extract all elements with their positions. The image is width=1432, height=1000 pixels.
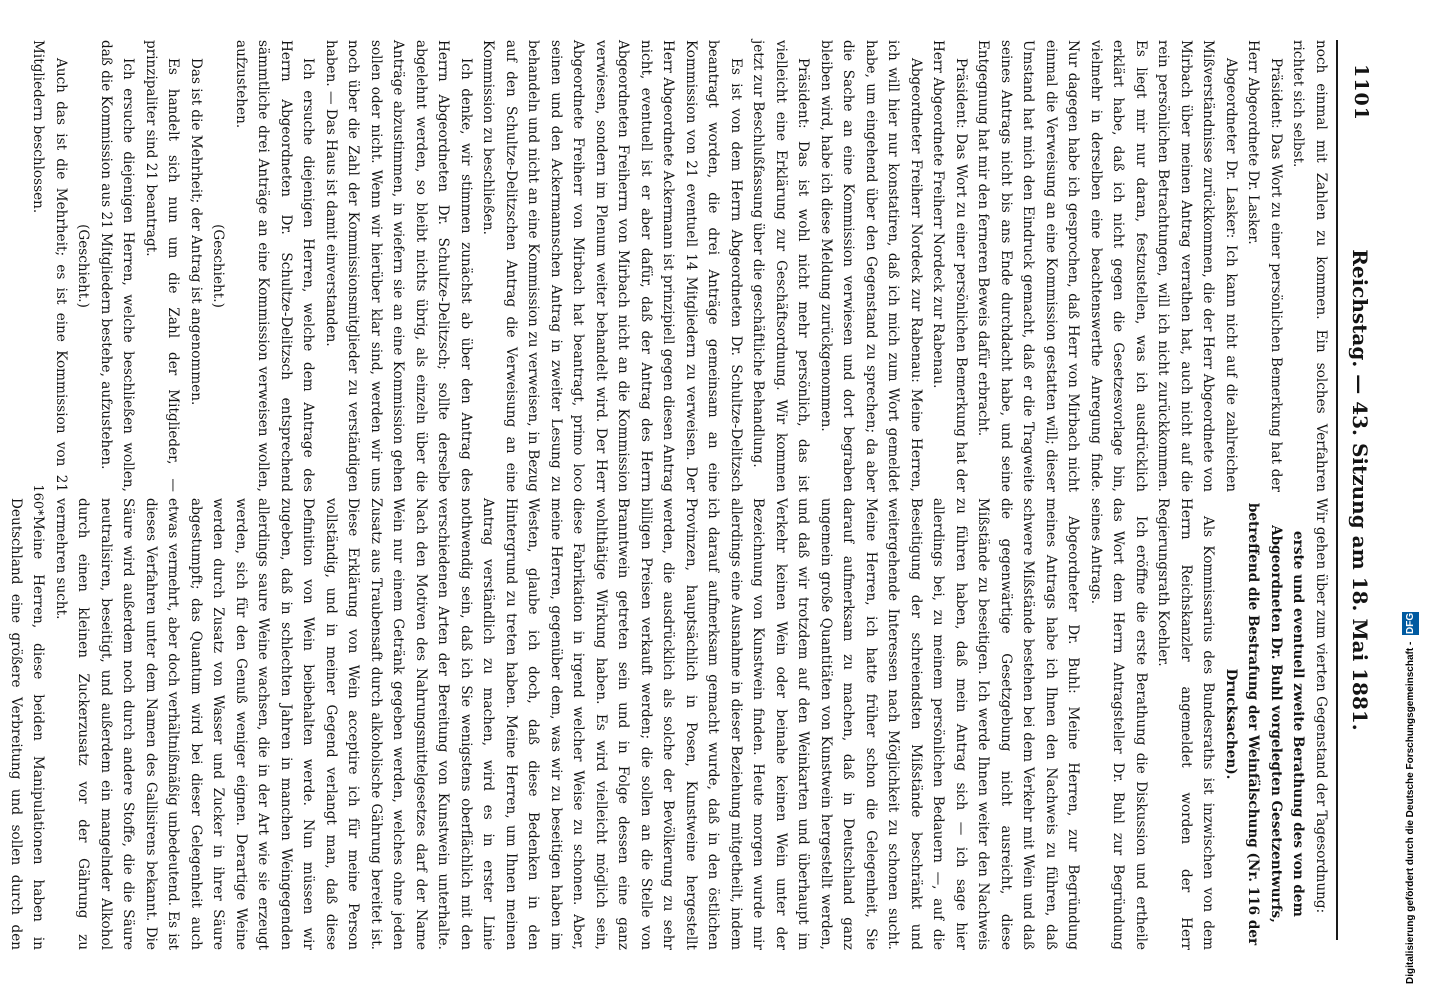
- speech-paragraph: Abgeordneter Freiherr Nordeck zur Rabenau: Meine Herren, ich will hier nur konstatiren, daß ich mich zum Wort gemeldet habe, um eingehend über den Gegenstand zu sprechen; da aber die Sache an eine Kommission verwiesen und dort begraben bleiben wird, habe ich diese Meldung zurückgenommen.: [818, 40, 924, 492]
- speech-paragraph: Es ist von dem Herrn Abgeordneten Dr. Schultze-Delitzsch beantragt worden, die drei Anträge gemeinsam an eine Kommission von 21 eventuell 14 Mitgliedern zu verweisen. Der Herr Abgeordnete Ackermann ist prinzipiell gegen diesen Antrag nicht, eventuell ist er aber dafür, daß der Antrag des Herrn Abgeordneten Freiherrn von Mirbach nicht an die Kommission verwiesen, sondern im Plenum weiter behandelt wird. Der Herr Abgeordnete Freiherr von Mirbach hat beantragt, primo loco seinen und den Ackermannschen Antrag in zweiter Lesung zu behandeln und nicht an eine Kommission zu verweisen, in Bezug auf den Schultze-Delitzschen Antrag die Verweisung an eine Kommission zu beschließen.: [480, 40, 744, 492]
- running-head: Reichstag. — 43. Sitzung am 18. Mai 1881.: [1348, 249, 1372, 731]
- speech-paragraph: Das ist die Mehrheit; der Antrag ist angenommen.: [188, 58, 204, 406]
- speech-paragraph: Meine Herren, diese beiden Manipulationen haben in Deutschland eine größere Verbreitung und sollen durch den: [8, 498, 47, 950]
- speech-paragraph: Ich ersuche diejenigen Herren, welche dem Antrage des Herrn Abgeordneten Dr. Schultze-Delitzsch entsprechend sämmtliche drei Anträge an eine Kommission verweisen wollen, aufzustehen.: [233, 40, 317, 492]
- paragraph: Als Kommissarius des Bundesraths ist inzwischen von dem Herrn Reichskanzler angemeldet worden der Herr Regierungsrath Koehler.: [1155, 498, 1217, 950]
- speech-paragraph: Ich ersuche diejenigen Herren, welche beschließen wollen, daß die Kommission aus 21 Mitgliedern bestehe, aufzustehen.: [98, 40, 137, 492]
- speech-paragraph: Präsident: Das Wort zu einer persönlichen Bemerkung hat der Herr Abgeordnete Freiherr Nordeck zur Rabenau.: [930, 40, 969, 492]
- signature-mark: 160*: [30, 484, 45, 516]
- speech-paragraph: Es handelt sich nun um die Zahl der Mitglieder, — prinzipaliter sind 21 beantragt.: [143, 40, 182, 492]
- speech-paragraph: Präsident: Das ist wohl nicht mehr persönlich, das ist vielleicht eine Erklärung zur Geschäftsordnung. Wir kommen jetzt zur Beschlußfassung über die geschäftliche Behandlung.: [750, 40, 812, 492]
- paragraph: Ich eröffne die erste Berathung die Diskussion und ertheile das Wort dem Herrn Antragsteller Dr. Buhl zur Begründung seines Antrags.: [1088, 498, 1149, 950]
- page-number: 1101: [1350, 64, 1372, 121]
- speech-paragraph: Auch das ist die Mehrheit; es ist eine Kommission von 21 Mitgliedern beschlossen.: [30, 40, 69, 492]
- speech-paragraph: Ich denke, wir stimmen zunächst ab über den Antrag des Herrn Abgeordneten Dr. Schultze-Delitzsch; sollte derselbe abgelehnt werden, so bleibt nichts übrig, als einzeln über die Anträge abzustimmen, in wiefern sie an eine Kommission gehen sollen oder nicht. Wenn wir hierüber klar sind, werden wir uns noch über die Zahl der Kommissionsmitglieder zu verständigen haben. — Das Haus ist damit einverstanden.: [323, 40, 474, 492]
- speech-paragraph: Präsident: Das Wort zu einer persönlichen Bemerkung hat der Herr Abgeordnete Dr. Lasker.: [1245, 40, 1284, 492]
- page-header: [1336, 40, 1378, 940]
- dfg-attribution: [1402, 16, 1424, 984]
- dfg-logo: DFG: [1402, 612, 1419, 635]
- paragraph: noch einmal mit Zahlen zu kommen. Ein solches Verfahren richtet sich selbst.: [1290, 40, 1329, 492]
- stage-direction: (Geschieht.): [210, 224, 227, 308]
- speech-paragraph: Abgeordneter Dr. Buhl: Meine Herren, zur Begründung meines Antrags habe ich Ihnen den Nachweis zu führen, daß schwere Mißstände bestehen bei dem Verkehr mit Wein und daß die gegenwärtige Gesetzgebung nicht ausreicht, diese Mißstände zu beseitigen. Ich werde Ihnen weiter den Nachweis zu führen haben, daß mein Antrag sich — ich sage hier allerdings bei, zu meinem persönlichen Bedauern —, auf die Beseitigung der schreiendsten Mißstände beschränkt und weitergehende Interessen nach Möglichkeit zu schonen sucht. Meine Herren, ich hatte früher schon die Gelegenheit, Sie darauf aufmerksam zu machen, daß in Deutschland ganz ungemein große Quantitäten von Kunstwein hergestellt werden, und daß wir trotzdem auf den Weinkarten und überhaupt im Verkehr keinen Wein oder beinahe keinen Wein unter der Bezeichnung von Kunstwein finden. Heute morgen wurde mir allerdings eine Ausnahme in dieser Beziehung mitgetheilt, indem ich darauf aufmerksam gemacht wurde, daß in den östlichen Provinzen, hauptsächlich in Posen, Kunstweine hergestellt werden, die ausdrücklich als solche der Bevölkerung zu sehr billigen Preisen verkauft werden; die sollen an die Stelle von Branntwein getreten sein und in Folge dessen eine ganz wohlthätige Wirkung haben. Es wird vielleicht möglich sein, diese Fabrikation in irgend welcher Weise zu schonen. Aber, meine Herren, gegenüber dem, was wir zu beseitigen haben im Westen, glaube ich doch, daß diese Bedenken in den Hintergrund zu treten haben. Meine Herren, um Ihnen meinen Antrag verständlich zu machen, wird es in erster Linie nothwendig sein, daß ich Sie wenigstens oberflächlich mit den verschiedenen Arten der Bereitung von Kunstwein unterhalte. Nach den Motiven des Nahrungsmittelgesetzes darf der Name Wein nur einem Getränk gegeben werden, welches ohne jeden Zusatz aus Traubensaft durch alkoholische Gährung bereitet ist. Diese Erklärung von Wein acceptire ich für meine Person vollständig, und in meiner Gegend verlangt man, daß diese Definition von Wein beibehalten werde. Nun müssen wir zugeben, daß in schlechten Jahren in manchen Weingegenden allerdings saure Weine wachsen, die in der Art wie sie erzeugt werden, sich für den Genuß weniger eignen. Derartige Weine werden durch Zusatz von Wasser und Zucker in ihrer Säure abgestumpft; das Quantum wird bei dieser Gelegenheit auch etwas vermehrt, aber doch verhältnißmäßig unbedeutend. Es ist dieses Verfahren unter dem Namen des Gallisirens bekannt. Die Säure wird außerdem noch durch andere Stoffe, die die Säure neutralisiren, beseitigt, und außerdem ein mangelnder Alkohol durch einen kleinen Zuckerzusatz vor der Gährung zu vermehren sucht.: [53, 498, 1082, 950]
- attribution-text: Digitalisierung gefördert durch die Deutsche Forschungsgemeinschaft -: [1405, 641, 1416, 984]
- speech-paragraph: Abgeordneter Dr. Lasker: Ich kann nicht auf die zahlreichen Mißverständnisse zurückkommen, die der Herr Abgeordnete von Mirbach über meinen Antrag verrathen hat, auch nicht auf die rein persönlichen Betrachtungen, will ich nicht zurückkommen. Es liegt mir nur daran, festzustellen, was ich ausdrücklich erklärt habe, daß ich nicht gegen die Gesetzesvorlage bin, vielmehr in derselben eine beachtenswerthe Anregung finde. Nur dagegen habe ich gesprochen, daß Herr von Mirbach nicht einmal die Verweisung an eine Kommission gestatten will; dieser Umstand hat mich den Eindruck gemacht, daß er die Tragweite seines Antrags nicht bis ans Ende durchdacht habe, und seine Entgegnung hat mir den ferneren Beweis dafür erbracht.: [975, 40, 1239, 492]
- agenda-item-heading: erste und eventuell zweite Berathung des von dem Abgeordneten Dr. Buhl vorgelegten Gesetzentwurfs, betreffend die Bestrafung der Weinfälschung (Nr. 116 der Drucksachen).: [1223, 502, 1307, 946]
- paragraph: Wir gehen über zum vierten Gegenstand der Tagesordnung:: [1313, 498, 1329, 914]
- left-column: [32, 40, 1332, 492]
- stage-direction: (Geschieht.): [75, 224, 92, 308]
